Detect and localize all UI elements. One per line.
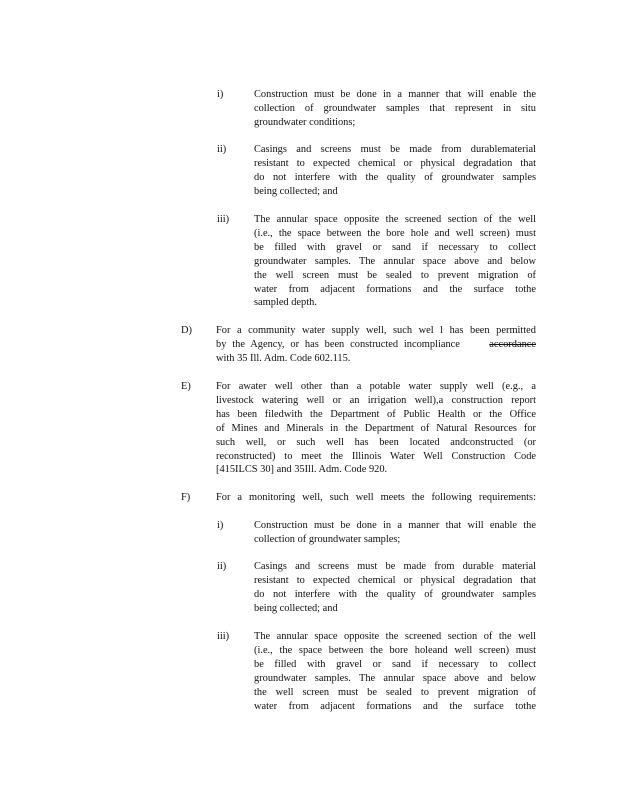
text-line: groundwater conditions; bbox=[254, 116, 356, 128]
item-marker: iii) bbox=[217, 631, 230, 642]
text-line: Casings and screens must be made from durable material bbox=[254, 561, 536, 572]
item-marker: i) bbox=[217, 520, 224, 531]
text-line: For a community water supply well, such wel l has been permitted bbox=[216, 325, 536, 336]
text-line: Casings and screens must be made from durablematerial bbox=[254, 144, 536, 155]
text-line: be filled with gravel or sand if necessary to collect bbox=[254, 658, 536, 670]
text-line: the well screen must be sealed to prevent migration of bbox=[254, 269, 536, 281]
item-text bbox=[254, 630, 536, 713]
text-line: such well, or such well has been located andconstructed (or bbox=[216, 436, 536, 448]
text-line: collection of groundwater samples that represent in situ bbox=[254, 102, 536, 114]
item-text bbox=[254, 519, 536, 547]
text-line: has been filedwith the Department of Public Health or the Office bbox=[216, 408, 536, 420]
item-text bbox=[216, 324, 536, 366]
text-line: water from adjacent formations and the surface tothe bbox=[254, 283, 536, 295]
item-marker: ii) bbox=[217, 561, 227, 572]
text-line: Construction must be done in a manner that will enable the bbox=[254, 89, 536, 100]
text-line: reconstructed) to meet the Illinois Water Well Construction Code bbox=[216, 450, 536, 462]
text-line: water from adjacent formations and the surface tothe bbox=[254, 700, 536, 712]
text-line: [415ILCS 30] and 35Ill. Adm. Code 920. bbox=[216, 464, 388, 476]
text-line: For a monitoring well, such well meets the following requirements: bbox=[216, 492, 536, 503]
item-text bbox=[254, 143, 536, 199]
text-line: The annular space opposite the screened section of the well bbox=[254, 631, 536, 642]
text-line: be filled with gravel or sand if necessary to collect bbox=[254, 241, 536, 253]
item-marker: F) bbox=[181, 492, 191, 503]
text-line: being collected; and bbox=[254, 185, 338, 197]
text-line: For awater well other than a potable water supply well (e.g., a bbox=[216, 381, 536, 392]
item-text bbox=[254, 88, 536, 130]
item-text bbox=[216, 491, 536, 505]
item-marker: i) bbox=[217, 89, 224, 100]
item-text bbox=[254, 213, 536, 310]
item-marker: E) bbox=[181, 381, 191, 392]
text-line: The annular space opposite the screened section of the well bbox=[254, 214, 536, 225]
text-line: groundwater samples. The annular space above and below bbox=[254, 672, 536, 684]
text-fragment: by the Agency, or has been constructed incompliance bbox=[216, 338, 460, 350]
item-marker: ii) bbox=[217, 144, 227, 155]
text-line: collection of groundwater samples; bbox=[254, 533, 401, 545]
text-line: resistant to expected chemical or physical degradation that bbox=[254, 574, 536, 586]
text-line: (i.e., the space between the bore holeand well screen) must bbox=[254, 644, 536, 656]
item-text bbox=[254, 560, 536, 616]
text-line: do not interfere with the quality of groundwater samples bbox=[254, 171, 536, 183]
text-line: Construction must be done in a manner that will enable the bbox=[254, 520, 536, 531]
text-line: livestock watering well or an irrigation well),a construction report bbox=[216, 394, 536, 406]
text-line: the well screen must be sealed to prevent migration of bbox=[254, 686, 536, 698]
item-marker: D) bbox=[181, 325, 192, 336]
struck-text: accordance bbox=[489, 338, 536, 350]
text-line: resistant to expected chemical or physical degradation that bbox=[254, 157, 536, 169]
text-line: (i.e., the space between the bore hole and well screen) must bbox=[254, 227, 536, 239]
text-line: being collected; and bbox=[254, 602, 338, 614]
text-line bbox=[216, 338, 536, 352]
text-line: of Mines and Minerals in the Department of Natural Resources for bbox=[216, 422, 536, 434]
item-text bbox=[216, 380, 536, 477]
item-marker: iii) bbox=[217, 214, 230, 225]
text-line: groundwater samples. The annular space above and below bbox=[254, 255, 536, 267]
text-line: with 35 Ill. Adm. Code 602.115. bbox=[216, 352, 351, 364]
text-line: do not interfere with the quality of groundwater samples bbox=[254, 588, 536, 600]
text-line: sampled depth. bbox=[254, 297, 317, 309]
